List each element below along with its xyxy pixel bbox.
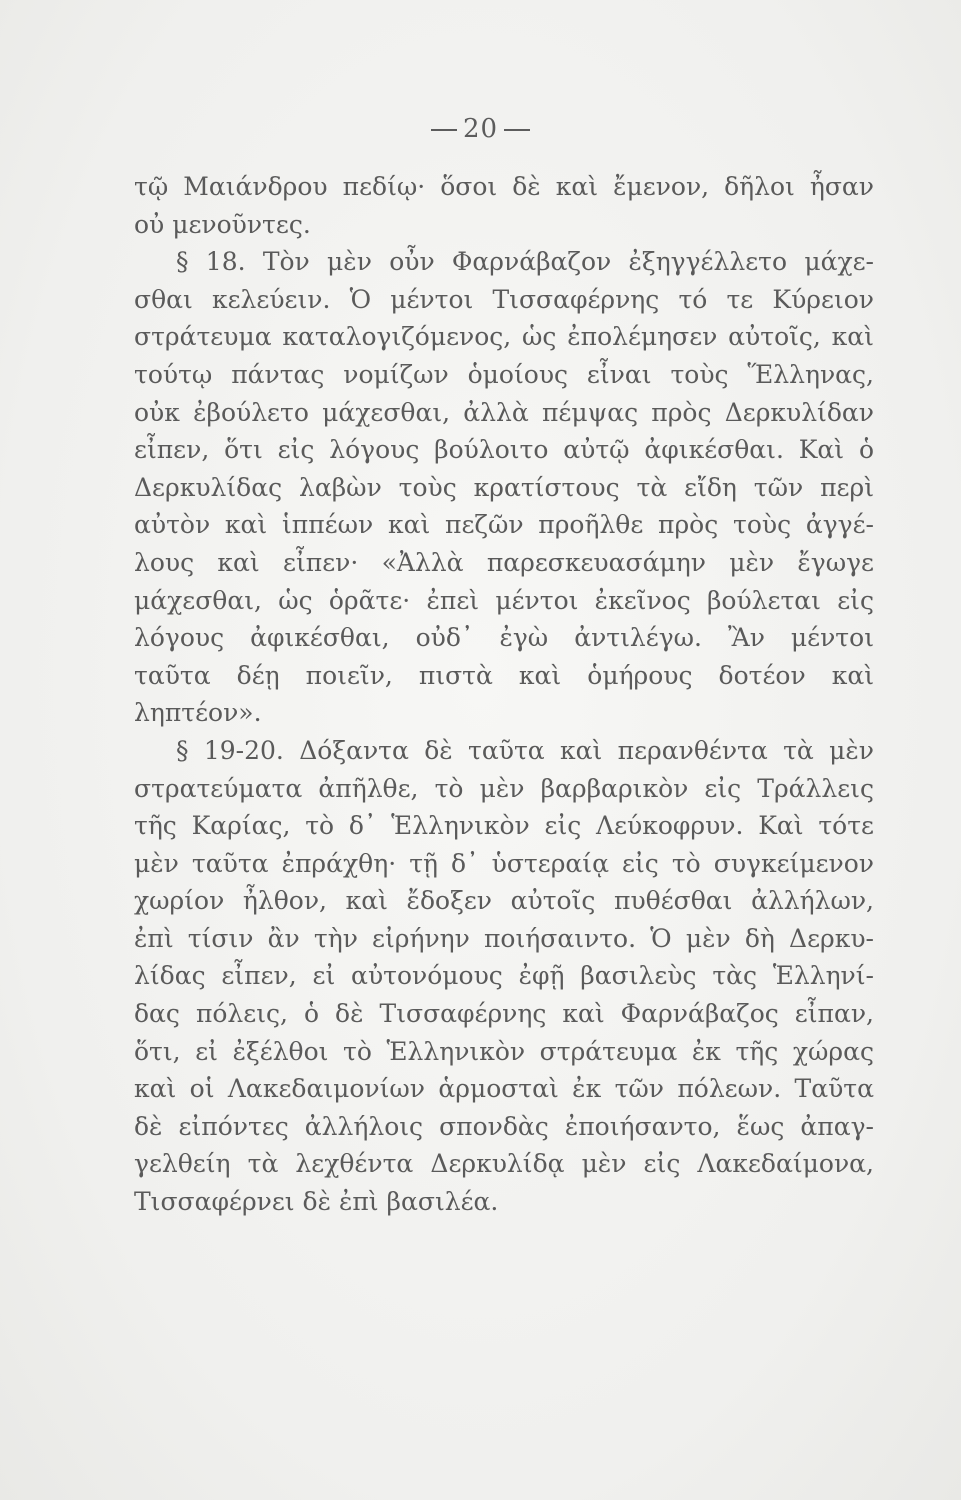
text-line: στρατεύματα ἀπῆλθε, τὸ μὲν βαρβαρικὸν εἰς Τράλλεις xyxy=(134,773,874,803)
page-number-left-dash xyxy=(431,129,457,131)
text-line: λίδας εἶπεν, εἰ αὐτονόμους ἐφῇ βασιλεὺς τὰς Ἑλληνί- xyxy=(134,961,874,991)
text-line: λους καὶ εἶπεν· «Ἀλλὰ παρεσκευασάμην μὲν ἔγωγε xyxy=(134,547,874,577)
text-line: § 18. Τὸν μὲν οὖν Φαρνάβαζον ἐξηγγέλλετο μάχε- xyxy=(176,247,874,277)
text-line: οὐκ ἐβούλετο μάχεσθαι, ἀλλὰ πέμψας πρὸς Δερκυλίδαν xyxy=(134,397,874,427)
page-number xyxy=(0,114,961,144)
text-line: χωρίον ἦλθον, καὶ ἔδοξεν αὐτοῖς πυθέσθαι ἀλλήλων, xyxy=(134,886,874,916)
page-number-value: 20 xyxy=(462,114,499,144)
text-line: ταῦτα δέῃ ποιεῖν, πιστὰ καὶ ὁμήρους δοτέον καὶ xyxy=(134,660,874,690)
text-line: Δερκυλίδας λαβὼν τοὺς κρατίστους τὰ εἴδη τῶν περὶ xyxy=(134,472,874,502)
text-line: οὐ μενοῦντες. xyxy=(134,209,311,239)
text-line: δὲ εἰπόντες ἀλλήλοις σπονδὰς ἐποιήσαντο, ἕως ἀπαγ- xyxy=(134,1111,874,1141)
text-line: ὅτι, εἰ ἐξέλθοι τὸ Ἑλληνικὸν στράτευμα ἐκ τῆς χώρας xyxy=(134,1036,874,1066)
text-line: αὐτὸν καὶ ἱππέων καὶ πεζῶν προῆλθε πρὸς τοὺς ἀγγέ- xyxy=(134,510,874,540)
text-line: § 19-20. Δόξαντα δὲ ταῦτα καὶ περανθέντα τὰ μὲν xyxy=(176,735,874,765)
text-line: μὲν ταῦτα ἐπράχθη· τῇ δ᾽ ὑστεραίᾳ εἰς τὸ συγκείμενον xyxy=(134,848,874,878)
text-line: τούτῳ πάντας νομίζων ὁμοίους εἶναι τοὺς Ἕλληνας, xyxy=(134,359,874,389)
text-line: δας πόλεις, ὁ δὲ Τισσαφέρνης καὶ Φαρνάβαζος εἶπαν, xyxy=(134,999,874,1029)
text-line: γελθείη τὰ λεχθέντα Δερκυλίδᾳ μὲν εἰς Λακεδαίμονα, xyxy=(134,1149,874,1179)
body-text xyxy=(134,168,874,1221)
text-line: τῷ Μαιάνδρου πεδίῳ· ὅσοι δὲ καὶ ἔμενον, δῆλοι ἦσαν xyxy=(134,172,874,201)
text-line: καὶ οἱ Λακεδαιμονίων ἁρμοσταὶ ἐκ τῶν πόλεων. Ταῦτα xyxy=(134,1074,874,1104)
text-line: ληπτέον». xyxy=(134,698,262,728)
text-line: μάχεσθαι, ὡς ὁρᾶτε· ἐπεὶ μέντοι ἐκεῖνος βούλεται εἰς xyxy=(134,585,874,615)
page-number-right-dash xyxy=(504,129,530,131)
text-line: ἐπὶ τίσιν ἂν τὴν εἰρήνην ποιήσαιντο. Ὁ μὲν δὴ Δερκυ- xyxy=(134,923,874,953)
text-line: σθαι κελεύειν. Ὁ μέντοι Τισσαφέρνης τό τε Κύρειον xyxy=(134,284,874,314)
text-line: στράτευμα καταλογιζόμενος, ὡς ἐπολέμησεν αὐτοῖς, καὶ xyxy=(134,322,874,352)
text-line: Τισσαφέρνει δὲ ἐπὶ βασιλέα. xyxy=(134,1187,499,1217)
text-line: λόγους ἀφικέσθαι, οὐδ᾽ ἐγὼ ἀντιλέγω. Ἂν μέντοι xyxy=(134,623,874,653)
text-line: τῆς Καρίας, τὸ δ᾽ Ἑλληνικὸν εἰς Λεύκοφρυν. Καὶ τότε xyxy=(134,811,874,841)
text-line: εἶπεν, ὅτι εἰς λόγους βούλοιτο αὐτῷ ἀφικέσθαι. Καὶ ὁ xyxy=(134,435,874,465)
